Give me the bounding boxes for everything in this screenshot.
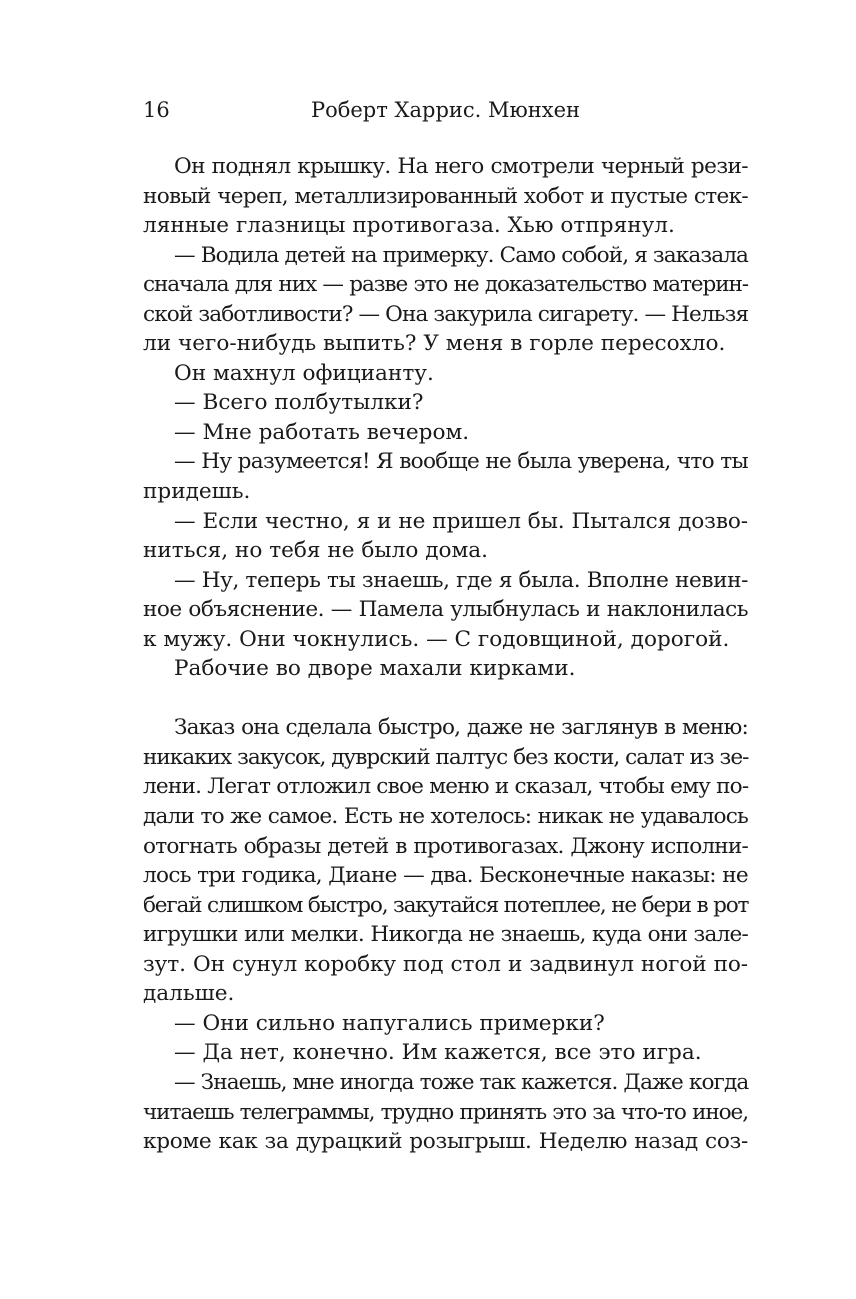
text-line: — Всего полбутылки? <box>174 390 424 416</box>
running-head <box>143 95 748 125</box>
text-line: ное объяснение. — Памела улыбнулась и наклонилась <box>143 597 748 623</box>
text-line: Рабочие во дворе махали кирками. <box>174 656 576 682</box>
text-line: — Знаешь, мне иногда тоже так кажется. Даже когда <box>174 1069 749 1095</box>
page-number: 16 <box>143 98 170 122</box>
text-line: Заказ она сделала быстро, даже не заглянув в меню: <box>174 715 748 741</box>
text-line: ниться, но тебя не было дома. <box>143 538 489 564</box>
text-line: лени. Легат отложил свое меню и сказал, чтобы ему по- <box>143 774 749 800</box>
text-line: сначала для них — разве это не доказательство материн- <box>143 272 748 298</box>
text-line: дальше. <box>143 981 235 1007</box>
text-line: дали то же самое. Есть не хотелось: никак не удавалось <box>143 804 748 830</box>
body-text <box>143 152 748 1157</box>
text-line: новый череп, металлизированный хобот и пустые стек- <box>143 183 748 209</box>
text-line: отогнать образы детей в противогазах. Джону исполни- <box>143 833 748 859</box>
book-title: Роберт Харрис. Мюнхен <box>310 98 581 122</box>
text-line: лось три годика, Диане — два. Бесконечные наказы: не <box>143 863 748 889</box>
text-line: ли чего-нибудь выпить? У меня в горле пересохло. <box>143 331 726 357</box>
text-line: читаешь телеграммы, трудно принять это за что-то иное, <box>143 1099 748 1125</box>
text-line: — Ну разумеется! Я вообще не была уверена, что ты <box>174 449 748 475</box>
text-line: — Мне работать вечером. <box>174 419 470 445</box>
text-line: кроме как за дурацкий розыгрыш. Неделю назад соз- <box>143 1129 748 1155</box>
section-break <box>143 684 748 714</box>
text-line: — Если честно, я и не пришел бы. Пытался дозво- <box>174 508 748 534</box>
text-line: — Да нет, конечно. Им кажется, все это игра. <box>174 1040 702 1066</box>
text-line: ской заботливости? — Она закурила сигарету. — Нельзя <box>143 301 749 327</box>
text-line: придешь. <box>143 479 251 505</box>
text-line: — Водила детей на примерку. Само собой, я заказала <box>174 242 748 268</box>
text-line: Он поднял крышку. На него смотрели черный рези- <box>174 154 748 179</box>
text-line: к мужу. Они чокнулись. — С годовщиной, дорогой. <box>143 626 730 652</box>
text-line: бегай слишком быстро, закутайся потеплее, не бери в рот <box>143 892 749 918</box>
text-line: никаких закусок, дуврский палтус без кости, салат из зе- <box>143 744 749 770</box>
text-line: — Ну, теперь ты знаешь, где я была. Вполне невин- <box>174 567 748 593</box>
text-line: Он махнул официанту. <box>174 360 434 386</box>
text-line: игрушки или мелки. Никогда не знаешь, куда они зале- <box>143 922 748 948</box>
text-line: — Они сильно напугались примерки? <box>174 1010 605 1036</box>
text-line: лянные глазницы противогаза. Хью отпрянул. <box>143 213 675 239</box>
text-line: зут. Он сунул коробку под стол и задвинул ногой по- <box>143 951 748 977</box>
